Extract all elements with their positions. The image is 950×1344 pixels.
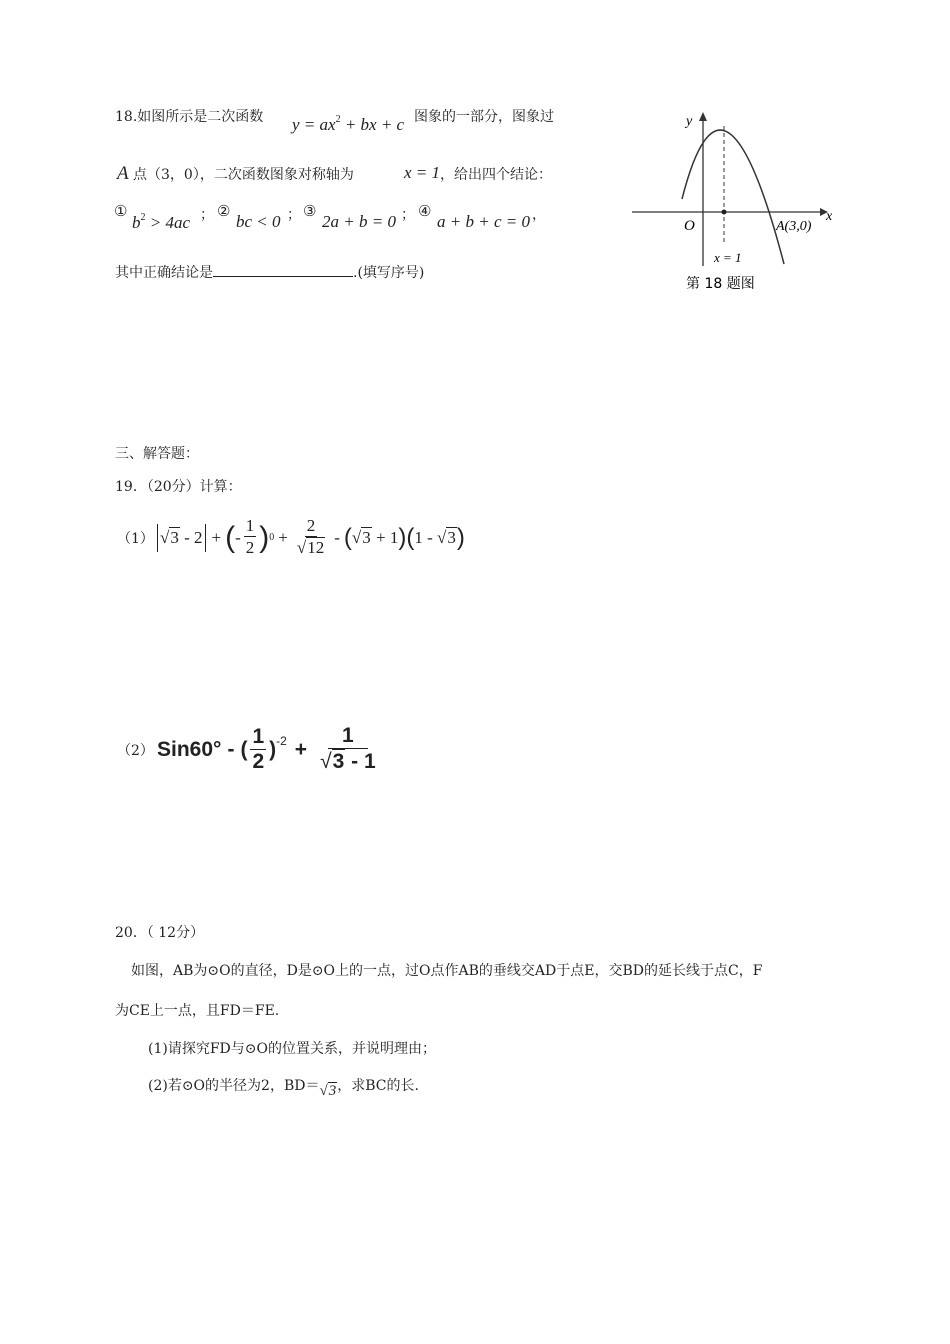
x-label: x [826,209,833,224]
point-a-label: A(3,0) [776,219,812,234]
q18-answer-suffix: .(填写序号) [353,265,425,281]
q19-part1-label: （1） [117,531,154,547]
q20-header: 20．（ 12分） [115,925,205,941]
q18-c3-num: ③ [303,202,317,220]
q18-conclusion-3: 2a + b = 0 [322,212,396,231]
q18-c2-num: ② [217,202,231,220]
q18-line1-suffix: 图象的一部分，图象过 [414,109,554,125]
q20-item2 [148,1075,419,1100]
figure-caption: 第 18 题图 [686,276,755,292]
origin-label: O [684,218,695,234]
symmetry-axis-label: x = 1 [714,250,742,265]
q18-figure [628,104,838,304]
q19-part2-sin: Sin60° [157,737,222,761]
q20-item1: (1)请探究FD与⊙O的位置关系，并说明理由； [148,1041,436,1057]
q18-line2-text: 点（3，0），二次函数图象对称轴为 [133,167,354,183]
q18-answer-blank [213,264,353,277]
q20-item2-prefix: (2)若⊙O的半径为2，BD＝ [148,1078,320,1094]
y-label: y [686,114,693,129]
q18-conclusion-1: $b^2 > 4ac$ [132,212,191,232]
y-axis-arrow [699,112,707,121]
q19-part2-exp: -2 [276,734,287,748]
q18-sep-1: ； [200,207,214,223]
q20-item2-suffix: ，求BC的长. [337,1078,419,1094]
q18-line1-prefix: 18.如图所示是二次函数 [115,109,264,125]
q18-c4-num: ④ [418,202,432,220]
q18-conclusion-4: a + b + c = 0 [437,212,530,231]
q18-c1-num: ① [114,202,128,220]
q18-line2-suffix: ，给出四个结论： [440,167,552,183]
q19-header: 19．（20分）计算： [115,479,242,495]
q19-part1-expression: √3 - 2 + ( - $\frac{1}{2}$ ) 0 + $\frac{2}{√12}$ - ( √3 + 1 )( 1 - √3 ) [155,516,465,559]
q18-end: ， [532,207,546,223]
parabola-curve [682,130,784,264]
axis-point [722,210,727,215]
q20-line2: 为CE上一点，且FD＝FE. [115,1003,280,1019]
section-title: 三、解答题： [115,446,199,462]
q18-sep-2: ； [287,207,301,223]
q18-formula: $y = ax^2$ + bx + c [292,114,405,134]
q18-answer-prefix: 其中正确结论是 [115,265,213,281]
q20-line1: 如图，AB为⊙O的直径，D是⊙O上的一点，过O点作AB的垂线交AD于点E，交BD的延长线于点C，F [131,963,763,979]
q18-conclusion-2: bc < 0 [236,212,281,231]
q18-answer-line [115,262,424,282]
q19-part2-expression: Sin60° - ( $\frac{1}{2}$ ) -2 + $\frac{1}{√3 - 1}$ [157,724,376,773]
q18-sep-3: ； [401,207,415,223]
q18-point-label: A [117,163,129,184]
q20-sqrt3: √3 [319,1083,337,1099]
q18-axis-eq: x = 1 [404,163,441,182]
q19-part2-label: （2） [117,743,154,759]
